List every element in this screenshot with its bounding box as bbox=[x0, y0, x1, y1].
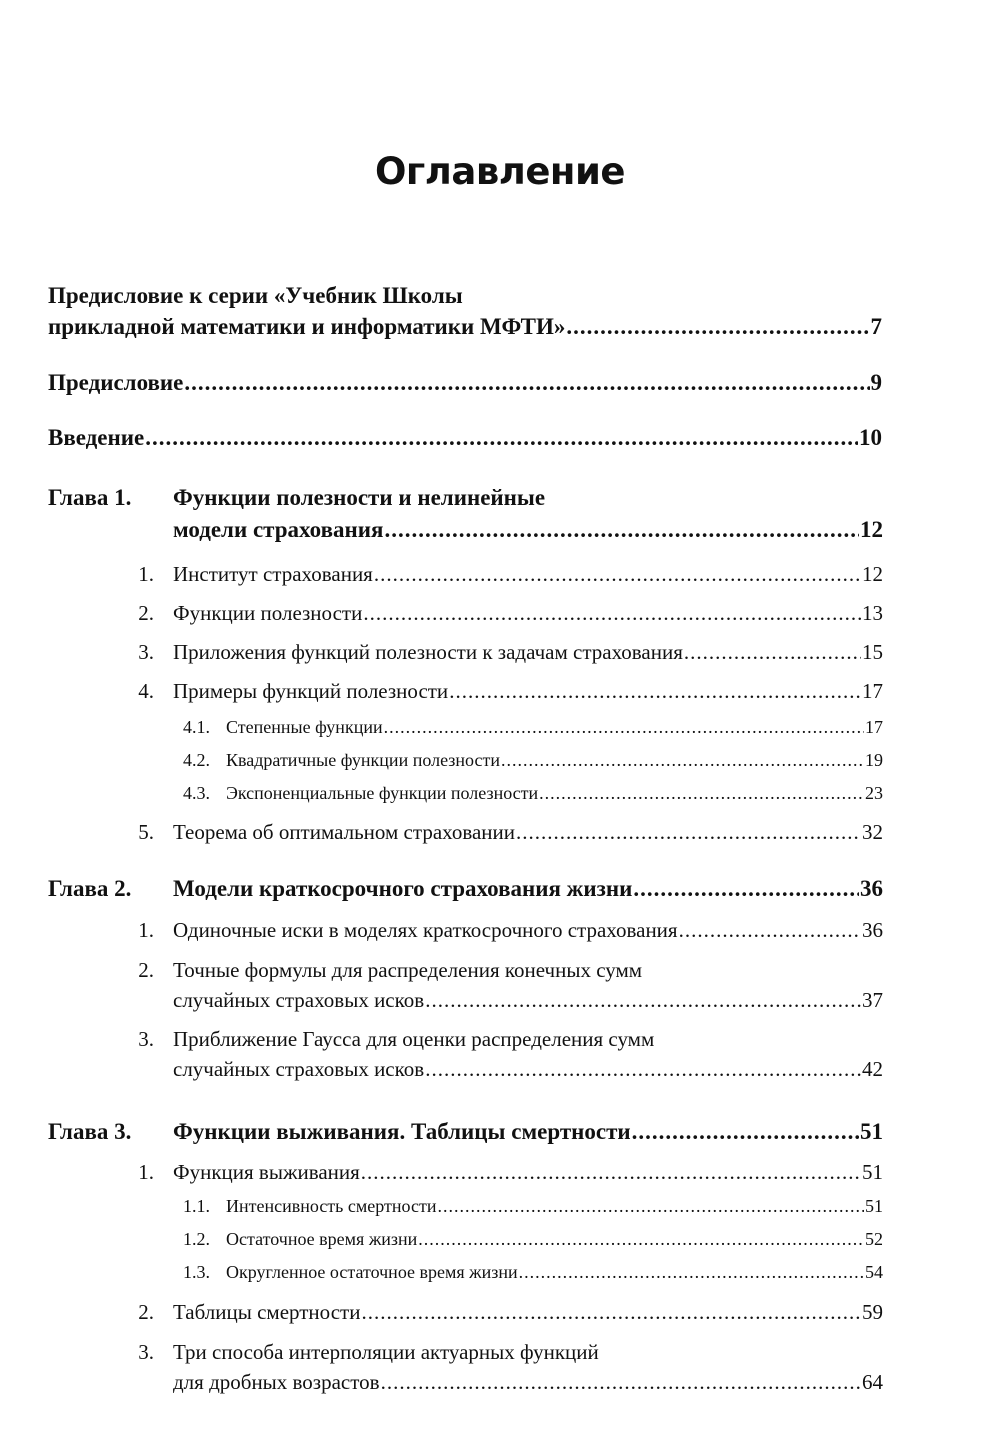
entry-text: прикладной математики и информатики МФТИ» bbox=[48, 314, 566, 339]
page-number: 51 bbox=[860, 1119, 883, 1144]
entry-line-dotted bbox=[173, 562, 883, 587]
dot-leader bbox=[679, 918, 861, 943]
entry-line-dotted bbox=[173, 1160, 883, 1185]
section-number: 1. bbox=[138, 562, 154, 586]
dot-leader bbox=[684, 640, 861, 665]
entry-line: Точные формулы для распределения конечных сумм bbox=[173, 958, 643, 982]
entry-text: Одиночные иски в моделях краткосрочного страхования bbox=[173, 918, 678, 942]
page-number: 54 bbox=[865, 1262, 883, 1282]
chapter-title-dotted bbox=[173, 517, 883, 543]
entry-text: Функции полезности bbox=[173, 601, 363, 625]
entry-text: Предисловие bbox=[48, 370, 184, 395]
subsection-number: 4.3. bbox=[183, 783, 210, 803]
dot-leader bbox=[501, 750, 864, 771]
subsection-number: 4.1. bbox=[183, 717, 210, 737]
entry-text: Степенные функции bbox=[226, 717, 383, 737]
page-number: 64 bbox=[862, 1370, 883, 1394]
page-number: 7 bbox=[870, 314, 882, 339]
entry-text: Институт страхования bbox=[173, 562, 373, 586]
dot-leader bbox=[633, 876, 859, 902]
dot-leader bbox=[374, 562, 861, 587]
entry-text: Теорема об оптимальном страховании bbox=[173, 820, 516, 844]
section-number: 1. bbox=[138, 1160, 154, 1184]
page-number: 37 bbox=[862, 988, 883, 1012]
entry-text: Функции выживания. Таблицы смертности bbox=[173, 1119, 631, 1144]
dot-leader bbox=[384, 717, 864, 738]
entry-line-dotted bbox=[173, 820, 883, 845]
chapter-title-line: Функции полезности и нелинейные bbox=[173, 485, 546, 510]
dot-leader bbox=[449, 679, 861, 704]
page-number: 12 bbox=[862, 562, 883, 586]
entry-text: для дробных возрастов bbox=[173, 1370, 380, 1394]
section-number: 3. bbox=[138, 640, 154, 664]
entry-text: случайных страховых исков bbox=[173, 1057, 425, 1081]
page-number: 59 bbox=[862, 1300, 883, 1324]
entry-text: Экспоненциальные функции полезности bbox=[226, 783, 539, 803]
chapter-label: Глава 1. bbox=[48, 485, 132, 510]
section-number: 2. bbox=[138, 958, 154, 982]
dot-leader bbox=[539, 783, 864, 804]
page-number: 32 bbox=[862, 820, 883, 844]
entry-line-dotted bbox=[173, 1300, 883, 1325]
page-number: 15 bbox=[862, 640, 883, 664]
dot-leader bbox=[381, 1370, 861, 1395]
subsection-number: 1.3. bbox=[183, 1262, 210, 1282]
entry-text: Квадратичные функции полезности bbox=[226, 750, 500, 770]
entry-line-dotted bbox=[173, 679, 883, 704]
page-title: Оглавление bbox=[374, 150, 626, 193]
page-number: 51 bbox=[862, 1160, 883, 1184]
dot-leader bbox=[566, 314, 869, 340]
page-number: 12 bbox=[860, 517, 883, 542]
entry-text: Округленное остаточное время жизни bbox=[226, 1262, 518, 1282]
entry-text: Функция выживания bbox=[173, 1160, 360, 1184]
dot-leader bbox=[363, 601, 861, 626]
entry-text: Модели краткосрочного страхования жизни bbox=[173, 876, 633, 901]
entry-text: Таблицы смертности bbox=[173, 1300, 361, 1324]
dot-leader bbox=[516, 820, 861, 845]
entry-line-dotted bbox=[173, 1057, 883, 1082]
dot-leader bbox=[425, 1057, 861, 1082]
dot-leader bbox=[145, 425, 858, 451]
section-number: 3. bbox=[138, 1340, 154, 1364]
page-number: 19 bbox=[865, 750, 883, 770]
entry-line-dotted bbox=[226, 783, 883, 804]
dot-leader bbox=[632, 1119, 859, 1145]
entry-text: Остаточное время жизни bbox=[226, 1229, 418, 1249]
section-number: 4. bbox=[138, 679, 154, 703]
section-number: 5. bbox=[138, 820, 154, 844]
subsection-number: 4.2. bbox=[183, 750, 210, 770]
entry-line-dotted bbox=[173, 1370, 883, 1395]
entry-line: Предисловие к серии «Учебник Школы bbox=[48, 283, 463, 308]
dot-leader bbox=[384, 517, 859, 543]
dot-leader bbox=[361, 1160, 861, 1185]
page-number: 13 bbox=[862, 601, 883, 625]
subsection-number: 1.1. bbox=[183, 1196, 210, 1216]
page-number: 9 bbox=[870, 370, 882, 395]
entry-line-dotted bbox=[48, 314, 882, 340]
entry-line-dotted bbox=[173, 918, 883, 943]
page-number: 36 bbox=[860, 876, 883, 901]
entry-line-dotted bbox=[226, 717, 883, 738]
page-number: 17 bbox=[865, 717, 883, 737]
chapter-title-dotted bbox=[173, 1119, 883, 1145]
entry-line-dotted bbox=[226, 1196, 883, 1217]
dot-leader bbox=[361, 1300, 861, 1325]
page-number: 42 bbox=[862, 1057, 883, 1081]
dot-leader bbox=[519, 1262, 864, 1283]
entry-text: модели страхования bbox=[173, 517, 384, 542]
chapter-title-dotted bbox=[173, 876, 883, 902]
entry-text: Введение bbox=[48, 425, 145, 450]
entry-line-dotted bbox=[226, 750, 883, 771]
entry-text: Приложения функций полезности к задачам страхования bbox=[173, 640, 683, 664]
entry-line-dotted bbox=[173, 640, 883, 665]
section-number: 2. bbox=[138, 1300, 154, 1324]
page-number: 10 bbox=[859, 425, 882, 450]
page-number: 36 bbox=[862, 918, 883, 942]
dot-leader bbox=[184, 370, 869, 396]
dot-leader bbox=[425, 988, 861, 1013]
entry-line-dotted bbox=[226, 1262, 883, 1283]
chapter-label: Глава 3. bbox=[48, 1119, 132, 1144]
entry-line-dotted bbox=[48, 370, 882, 396]
entry-text: Примеры функций полезности bbox=[173, 679, 449, 703]
entry-line-dotted bbox=[48, 425, 882, 451]
entry-line: Три способа интерполяции актуарных функций bbox=[173, 1340, 599, 1364]
entry-line-dotted bbox=[173, 988, 883, 1013]
page-number: 51 bbox=[865, 1196, 883, 1216]
entry-line: Приближение Гаусса для оценки распределения сумм bbox=[173, 1027, 655, 1051]
section-number: 2. bbox=[138, 601, 154, 625]
dot-leader bbox=[437, 1196, 864, 1217]
entry-line-dotted bbox=[173, 601, 883, 626]
section-number: 1. bbox=[138, 918, 154, 942]
subsection-number: 1.2. bbox=[183, 1229, 210, 1249]
entry-line-dotted bbox=[226, 1229, 883, 1250]
dot-leader bbox=[418, 1229, 864, 1250]
entry-text: Интенсивность смертности bbox=[226, 1196, 437, 1216]
page-number: 17 bbox=[862, 679, 883, 703]
page-number: 23 bbox=[865, 783, 883, 803]
section-number: 3. bbox=[138, 1027, 154, 1051]
page-number: 52 bbox=[865, 1229, 883, 1249]
entry-text: случайных страховых исков bbox=[173, 988, 425, 1012]
chapter-label: Глава 2. bbox=[48, 876, 132, 901]
